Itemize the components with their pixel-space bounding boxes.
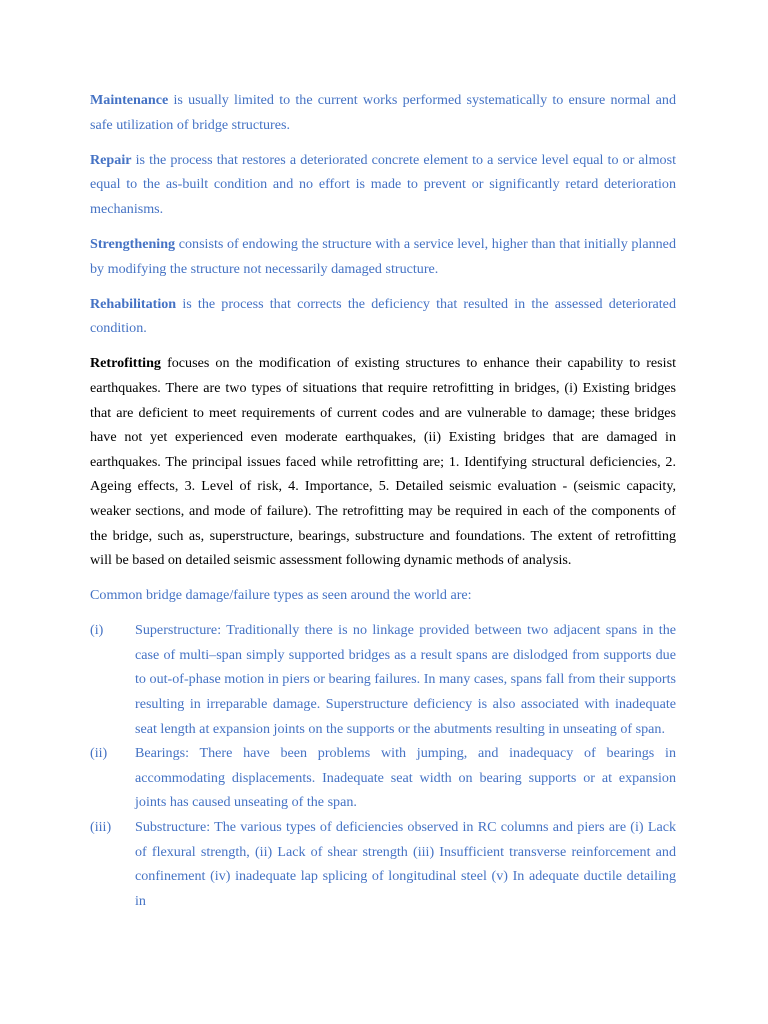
maintenance-term: Maintenance	[90, 92, 169, 108]
list-item-text: Substructure: The various types of deficiencies observed in RC columns and piers are (i) Lack of flexural strength, (ii) Lack of shear strength (iii) Insufficient transverse reinforcement and confinement (iv) inadequate lap splicing of longitudinal steel (v) In adequate ductile detailing in	[135, 819, 676, 909]
maintenance-text: is usually limited to the current works performed systematically to ensure normal and safe utilization of bridge structures.	[90, 92, 676, 133]
list-item-text: Superstructure: Traditionally there is no linkage provided between two adjacent spans in the case of multi–span simply supported bridges as a result spans are dislodged from supports due to out-of-phase motion in piers or bearing failures. In many cases, spans fall from their supports resulting in irreparable damage. Superstructure deficiency is also associated with inadequate seat length at expansion joints on the supports or the abutments resulting in unseating of span.	[135, 622, 676, 737]
list-item-number: (ii)	[90, 745, 108, 762]
list-item-number: (i)	[90, 622, 104, 639]
list-item	[90, 815, 676, 913]
strengthening-paragraph	[90, 232, 676, 281]
repair-paragraph	[90, 148, 676, 222]
repair-term: Repair	[90, 151, 132, 168]
strengthening-term: Strengthening	[90, 235, 176, 252]
damage-types-list	[90, 618, 676, 913]
retrofitting-text: focuses on the modification of existing structures to enhance their capability to resist earthquakes. There are two types of situations that require retrofitting in bridges, (i) Existing bridges that are deficient to meet requirements of current codes and are vulnerable to damage; these bridges have not yet experienced even moderate earthquakes, (ii) Existing bridges that are damaged in earthquakes. The principal issues faced while retrofitting are; 1. Identifying structural deficiencies, 2. Ageing effects, 3. Level of risk, 4. Importance, 5. Detailed seismic evaluation - (seismic capacity, weaker sections, and mode of failure). The retrofitting may be required in each of the components of the bridge, such as, superstructure, bearings, substructure and foundations. The extent of retrofitting will be based on detailed seismic assessment following dynamic methods of analysis.	[90, 355, 676, 569]
rehabilitation-text: is the process that corrects the deficiency that resulted in the assessed deteriorated condition.	[90, 295, 676, 337]
rehabilitation-term: Rehabilitation	[90, 295, 177, 312]
list-item	[90, 741, 676, 815]
list-item-text: Bearings: There have been problems with jumping, and inadequacy of bearings in accommodating displacements. Inadequate seat width on bearing supports or at expansion joints has caused unseating of the span.	[135, 745, 676, 811]
retrofitting-term: Retrofitting	[90, 355, 161, 372]
rehabilitation-paragraph	[90, 292, 676, 341]
list-item	[90, 618, 676, 741]
damage-types-intro: Common bridge damage/failure types as seen around the world are:	[90, 587, 472, 604]
retrofitting-paragraph	[90, 351, 676, 572]
repair-text: is the process that restores a deteriorated concrete element to a service level equal to or almost equal to the as-built condition and no effort is made to prevent or significantly retard deterioration mechanisms.	[90, 151, 676, 217]
document-body	[90, 88, 676, 913]
strengthening-text: consists of endowing the structure with a service level, higher than that initially planned by modifying the structure not necessarily damaged structure.	[90, 235, 676, 277]
list-item-number: (iii)	[90, 819, 112, 836]
maintenance-paragraph	[90, 88, 676, 137]
